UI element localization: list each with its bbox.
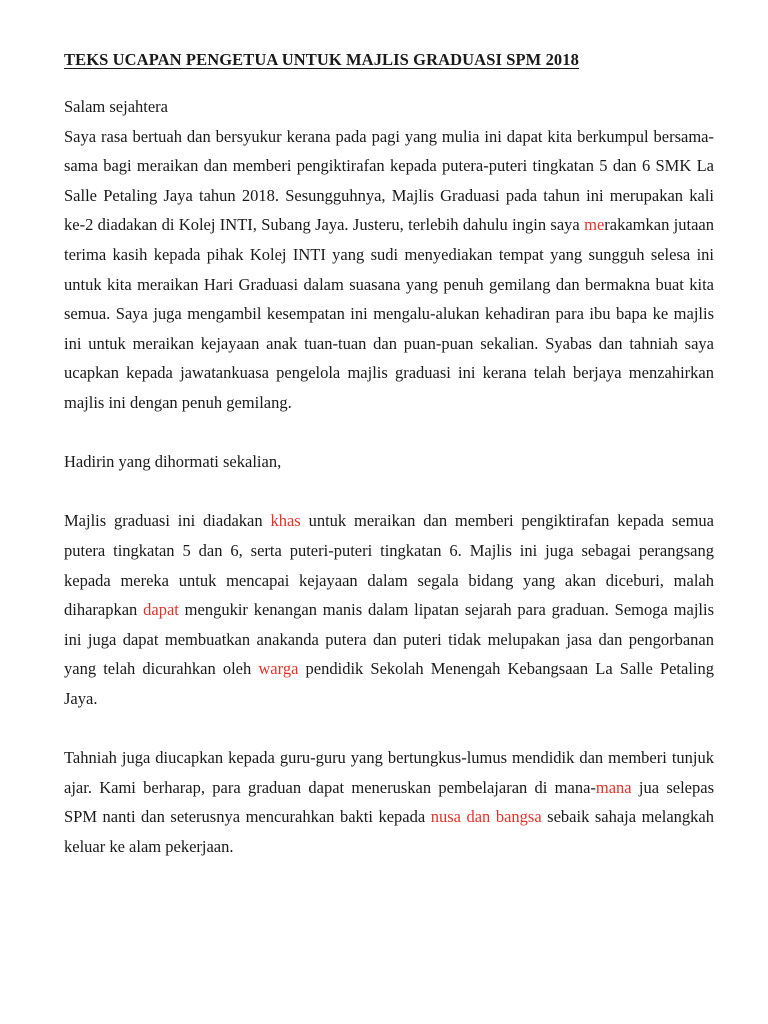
p3-highlight-mana: mana [595, 777, 632, 797]
paragraph-1 [64, 122, 714, 418]
salutation: Hadirin yang dihormati sekalian, [64, 452, 282, 472]
p1-text-b: rakamkan jutaan terima kasih kepada pihak Kolej INTI yang sudi menyediakan tempat yang sungguh selesa ini untuk kita meraikan Hari Graduasi dalam suasana yang penuh gemilang dan bermakna buat kita semua. Saya juga mengambil kesempatan ini mengalu-alukan kehadiran para ibu bapa ke majlis ini untuk meraikan kejayaan anak tuan-tuan dan puan-puan sekalian. Syabas dan tahniah saya ucapkan kepada jawatankuasa pengelola majlis graduasi ini kerana telah berjaya menzahirkan majlis ini dengan penuh gemilang. [64, 215, 715, 412]
document-title: TEKS UCAPAN PENGETUA UNTUK MAJLIS GRADUASI SPM 2018 [64, 50, 579, 69]
p3-text-b: jua selepas SPM nanti dan seterusnya mencurahkan bakti kepada [64, 777, 714, 827]
p2-highlight-dapat: dapat [143, 600, 179, 620]
spacer [64, 713, 714, 743]
paragraph-3 [64, 743, 714, 861]
p3-text-a: Tahniah juga diucapkan kepada guru-guru yang bertungkus-lumus mendidik dan memberi tunjuk ajar. Kami berharap, para graduan dapat meneruskan pembelajaran di mana- [64, 748, 714, 797]
paragraph-2 [64, 506, 714, 713]
p1-text-a: Saya rasa bertuah dan bersyukur kerana pada pagi yang mulia ini dapat kita berkumpul bersama-sama bagi meraikan dan memberi pengiktirafan kepada putera-puteri tingkatan 5 dan 6 SMK La Salle Petaling Jaya tahun 2018. Sesungguhnya, Majlis Graduasi pada tahun ini merupakan kali ke-2 diadakan di Kolej INTI, Subang Jaya. Justeru, terlebih dahulu ingin saya [64, 126, 714, 235]
document-page [64, 48, 714, 861]
p1-highlight: me [584, 215, 605, 235]
greeting: Salam sejahtera [64, 97, 168, 116]
p3-highlight-nusa-bangsa: nusa dan bangsa [430, 807, 542, 827]
spacer [64, 418, 714, 448]
p2-highlight-warga: warga [258, 659, 299, 679]
p3-text-c: sebaik sahaja melangkah keluar ke alam pekerjaan. [64, 807, 714, 856]
p2-text-b: untuk meraikan dan memberi pengiktirafan kepada semua putera tingkatan 5 dan 6, serta puteri-puteri tingkatan 6. Majlis ini juga sebagai perangsang kepada mereka untuk mencapai kejayaan dalam segala bidang yang akan diceburi, malah diharapkan [64, 511, 714, 620]
spacer [64, 477, 714, 507]
p2-highlight-khas: khas [270, 511, 301, 531]
p2-text-a: Majlis graduasi ini diadakan [64, 511, 271, 531]
p2-text-c: mengukir kenangan manis dalam lipatan sejarah para graduan. Semoga majlis ini juga dapat membuatkan anakanda putera dan puteri tidak melupakan jasa dan pengorbanan yang telah dicurahkan oleh [64, 600, 714, 679]
p2-text-d: pendidik Sekolah Menengah Kebangsaan La Salle Petaling Jaya. [64, 659, 714, 708]
